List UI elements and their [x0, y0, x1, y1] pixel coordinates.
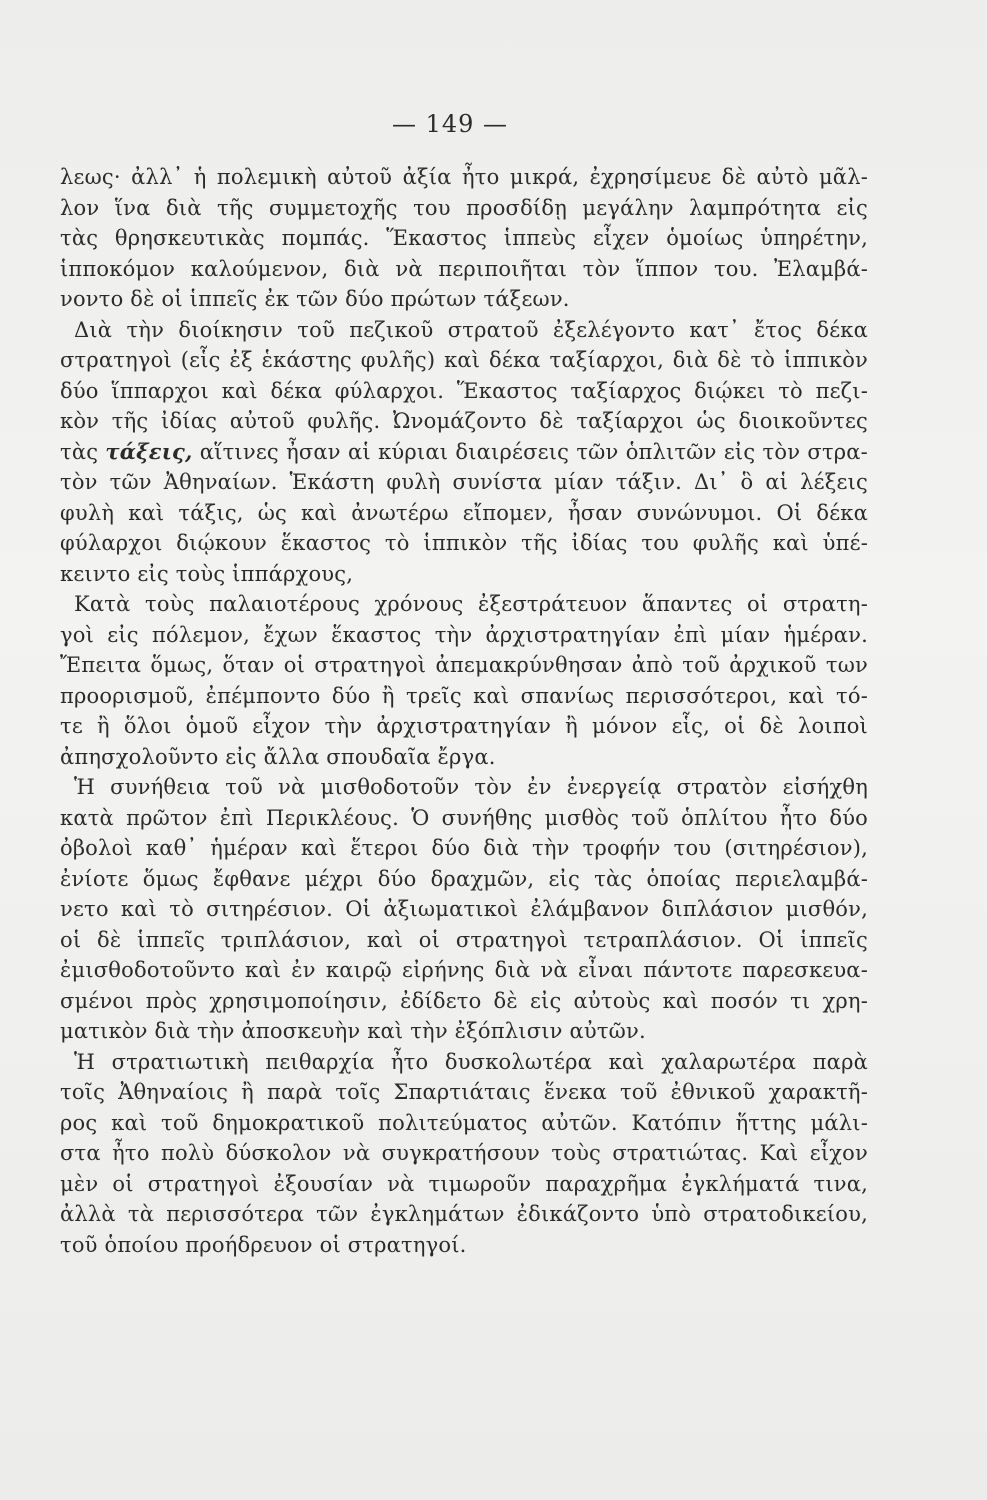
text-line: ἱπποκόμον καλούμενον, διὰ νὰ περιποιῆται τὸν ἵππον του. Ἐλαμβά-: [60, 256, 868, 281]
text-line: ὀβολοὶ καθ᾽ ἡμέραν καὶ ἕτεροι δύο διὰ τὴν τροφήν του (σιτηρέσιον),: [60, 836, 868, 860]
text-line: ἐνίοτε ὅμως ἔφθανε μέχρι δύο δραχμῶν, εἰς τὰς ὁποίας περιελαμβά-: [60, 866, 868, 891]
text-line: κὸν τῆς ἰδίας αὐτοῦ φυλῆς. Ὠνομάζοντο δὲ ταξίαρχοι ὡς διοικοῦντες: [60, 409, 868, 433]
text-line: τὸν τῶν Ἀθηναίων. Ἑκάστη φυλὴ συνίστα μίαν τάξιν. Δι᾽ ὃ αἱ λέξεις: [60, 470, 868, 494]
text-line: ρος καὶ τοῦ δημοκρατικοῦ πολιτεύματος αὐτῶν. Κατόπιν ἥττης μάλι-: [60, 1110, 868, 1135]
text-line: φύλαρχοι διῴκουν ἕκαστος τὸ ἱππικὸν τῆς ἰδίας του φυλῆς καὶ ὑπέ-: [60, 531, 868, 555]
text-line: προορισμοῦ, ἐπέμποντο δύο ἢ τρεῖς καὶ σπανίως περισσότεροι, καὶ τό-: [60, 683, 868, 708]
text-line: λεως· ἀλλ᾽ ἡ πολεμικὴ αὐτοῦ ἀξία ἦτο μικρά, ἐχρησίμευε δὲ αὐτὸ μᾶλ-: [60, 165, 868, 189]
text-line: Ἡ συνήθεια τοῦ νὰ μισθοδοτοῦν τὸν ἐν ἐνεργείᾳ στρατὸν εἰσήχθη: [74, 775, 868, 799]
text-line: ματικὸν διὰ τὴν ἀποσκευὴν καὶ τὴν ἐξόπλισιν αὐτῶν.: [60, 1019, 646, 1043]
text-line: τε ἢ ὅλοι ὁμοῦ εἶχον τὴν ἀρχιστρατηγίαν ἢ μόνον εἷς, οἱ δὲ λοιποὶ: [60, 714, 868, 738]
text-line: στρατηγοὶ (εἷς ἐξ ἑκάστης φυλῆς) καὶ δέκα ταξίαρχοι, διὰ δὲ τὸ ἱππικὸν: [60, 348, 868, 372]
paragraph-1: [60, 162, 868, 315]
text-line: γοὶ εἰς πόλεμον, ἔχων ἕκαστος τὴν ἀρχιστρατηγίαν ἐπὶ μίαν ἡμέραν.: [60, 622, 868, 647]
text-line: κατὰ πρῶτον ἐπὶ Περικλέους. Ὁ συνήθης μισθὸς τοῦ ὁπλίτου ἦτο δύο: [60, 805, 868, 830]
body-text: [60, 162, 868, 1260]
text-line: Ἡ στρατιωτικὴ πειθαρχία ἦτο δυσκολωτέρα καὶ χαλαρωτέρα παρὰ: [74, 1049, 868, 1074]
paragraph-2: [60, 315, 868, 590]
text-line: οἱ δὲ ἱππεῖς τριπλάσιον, καὶ οἱ στρατηγοὶ τετραπλάσιον. Οἱ ἱππεῖς: [60, 927, 868, 952]
text-line: σμένοι πρὸς χρησιμοποίησιν, ἐδίδετο δὲ εἰς αὐτοὺς καὶ ποσόν τι χρη-: [60, 988, 868, 1013]
text-line: ἀλλὰ τὰ περισσότερα τῶν ἐγκλημάτων ἐδικάζοντο ὑπὸ στρατοδικείου,: [60, 1202, 868, 1226]
text-line-with-emphasis: τὰς τάξεις, αἵτινες ἦσαν αἱ κύριαι διαιρέσεις τῶν ὁπλιτῶν εἰς τὸν στρα-: [60, 438, 868, 464]
text-line: ἀπησχολοῦντο εἰς ἄλλα σπουδαῖα ἔργα.: [60, 744, 496, 769]
emphasized-term: τάξεις,: [105, 438, 193, 464]
text-line: νοντο δὲ οἱ ἱππεῖς ἐκ τῶν δύο πρώτων τάξεων.: [60, 287, 570, 311]
paragraph-5: [60, 1047, 868, 1261]
text-line: ἐμισθοδοτοῦντο καὶ ἐν καιρῷ εἰρήνης διὰ νὰ εἶναι πάντοτε παρεσκευα-: [60, 958, 868, 982]
text-line: νετο καὶ τὸ σιτηρέσιον. Οἱ ἀξιωματικοὶ ἐλάμβανον διπλάσιον μισθόν,: [60, 897, 868, 921]
text-line: φυλὴ καὶ τάξις, ὡς καὶ ἀνωτέρω εἴπομεν, ἦσαν συνώνυμοι. Οἱ δέκα: [60, 500, 868, 525]
text-line: Διὰ τὴν διοίκησιν τοῦ πεζικοῦ στρατοῦ ἐξελέγοντο κατ᾽ ἔτος δέκα: [74, 317, 868, 342]
text-line: Κατὰ τοὺς παλαιοτέρους χρόνους ἐξεστράτευον ἅπαντες οἱ στρατη-: [74, 592, 868, 616]
text-line: μὲν οἱ στρατηγοὶ ἐξουσίαν νὰ τιμωροῦν παραχρῆμα ἐγκλήματά τινα,: [60, 1171, 868, 1196]
paragraph-4: [60, 772, 868, 1047]
text-line: δύο ἵππαρχοι καὶ δέκα φύλαρχοι. Ἕκαστος ταξίαρχος διῴκει τὸ πεζι-: [60, 378, 868, 403]
text-line: στα ἦτο πολὺ δύσκολον νὰ συγκρατήσουν τοὺς στρατιώτας. Καὶ εἶχον: [60, 1141, 868, 1165]
text-line: λον ἵνα διὰ τῆς συμμετοχῆς του προσδίδῃ μεγάλην λαμπρότητα εἰς: [60, 195, 868, 220]
text-line: τοῦ ὁποίου προήδρευον οἱ στρατηγοί.: [60, 1232, 467, 1257]
text-line: Ἔπειτα ὅμως, ὅταν οἱ στρατηγοὶ ἀπεμακρύνθησαν ἀπὸ τοῦ ἀρχικοῦ των: [60, 653, 868, 677]
paragraph-3: [60, 589, 868, 772]
text-line: κειντο εἰς τοὺς ἱππάρχους,: [60, 561, 354, 586]
text-line: τοῖς Ἀθηναίοις ἢ παρὰ τοῖς Σπαρτιάταις ἕνεκα τοῦ ἐθνικοῦ χαρακτῆ-: [60, 1080, 868, 1104]
text-line: τὰς θρησκευτικὰς πομπάς. Ἕκαστος ἱππεὺς εἶχεν ὁμοίως ὑπηρέτην,: [60, 226, 868, 250]
page-number: — 149 —: [391, 110, 509, 138]
